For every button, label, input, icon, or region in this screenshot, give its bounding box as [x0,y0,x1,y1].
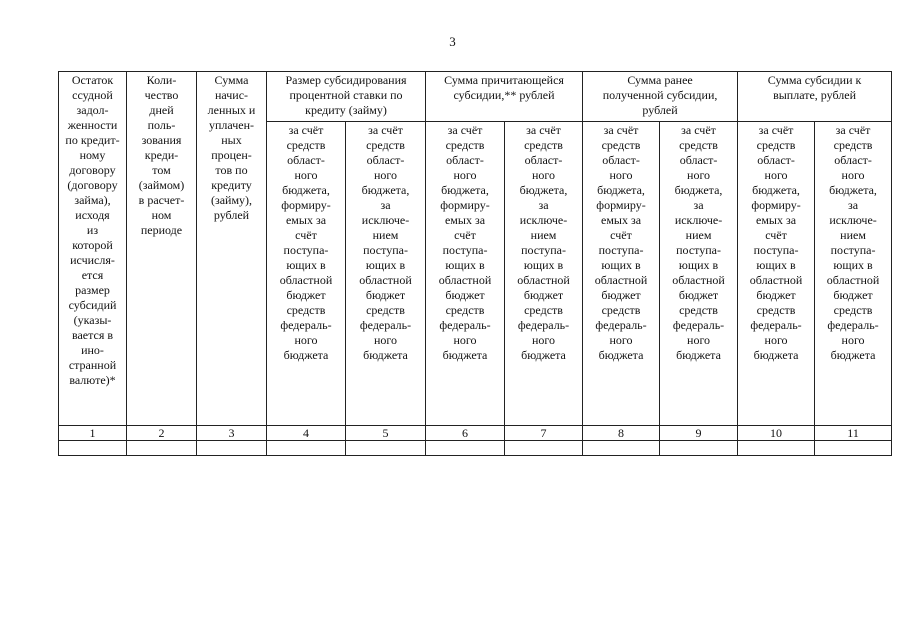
subheader-except-7: за счёт средств област- ного бюджета, за исключе- нием поступа- ющих в областной бюджет средств федераль- ного бюджета [505,122,583,426]
column-number: 1 [59,426,127,441]
page-number: 3 [449,34,456,49]
subheader-formed-8: за счёт средств област- ного бюджета, формиру- емых за счёт поступа- ющих в областной бюджет средств федераль- ного бюджета [583,122,660,426]
header-payable-subsidy: Сумма субсидии к выплате, рублей [738,72,892,122]
column-number: 4 [267,426,346,441]
column-number: 7 [505,426,583,441]
header-loan-balance: Остаток ссудной задол- женности по кредит- ному договору (договору займа), исходя из которой исчисля- ется размер субсидий (указы- вается в ино- странной валюте)* [59,72,127,426]
subheader-formed-10: за счёт средств област- ного бюджета, формиру- емых за счёт поступа- ющих в областной бюджет средств федераль- ного бюджета [738,122,815,426]
subheader-formed-4: за счёт средств област- ного бюджета, формиру- емых за счёт поступа- ющих в областной бюджет средств федераль- ного бюджета [267,122,346,426]
column-number: 8 [583,426,660,441]
empty-cell [505,441,583,456]
empty-cell [267,441,346,456]
empty-cell [660,441,738,456]
header-row [59,72,892,122]
data-row-empty [59,441,892,456]
subheader-except-11: за счёт средств област- ного бюджета, за исключе- нием поступа- ющих в областной бюджет средств федераль- ного бюджета [815,122,892,426]
subheader-formed-6: за счёт средств област- ного бюджета, формиру- емых за счёт поступа- ющих в областной бюджет средств федераль- ного бюджета [426,122,505,426]
empty-cell [127,441,197,456]
subsidy-table [58,71,892,456]
empty-cell [197,441,267,456]
column-number: 9 [660,426,738,441]
column-number: 5 [346,426,426,441]
header-due-subsidy: Сумма причитающейся субсидии,** рублей [426,72,583,122]
empty-cell [426,441,505,456]
column-number: 3 [197,426,267,441]
column-number-row [59,426,892,441]
empty-cell [346,441,426,456]
empty-cell [815,441,892,456]
header-subsidy-rate: Размер субсидирования процентной ставки по кредиту (займу) [267,72,426,122]
empty-cell [583,441,660,456]
column-number: 11 [815,426,892,441]
empty-cell [738,441,815,456]
column-number: 10 [738,426,815,441]
header-received-subsidy: Сумма ранее полученной субсидии, рублей [583,72,738,122]
header-interest-sum: Сумма начис- ленных и уплачен- ных процен- тов по кредиту (займу), рублей [197,72,267,426]
column-number: 6 [426,426,505,441]
subheader-except-9: за счёт средств област- ного бюджета, за исключе- нием поступа- ющих в областной бюджет средств федераль- ного бюджета [660,122,738,426]
column-number: 2 [127,426,197,441]
empty-cell [59,441,127,456]
subheader-except-5: за счёт средств област- ного бюджета, за исключе- нием поступа- ющих в областной бюджет средств федераль- ного бюджета [346,122,426,426]
header-days-count: Коли- чество дней поль- зования креди- том (займом) в расчет- ном периоде [127,72,197,426]
